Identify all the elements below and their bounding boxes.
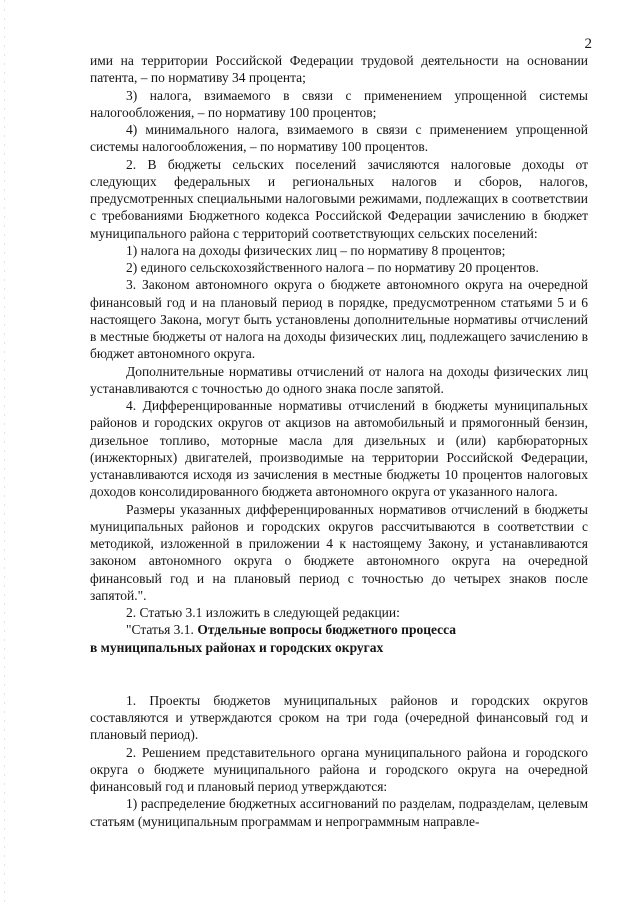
paragraphs-after-heading: [90, 692, 588, 830]
paragraph: Дополнительные нормативы отчислений от налога на доходы физических лиц устанавливаются с точностью до одного знака после запятой.: [90, 363, 588, 396]
paragraph: 4. Дифференцированные нормативы отчислений в бюджеты муниципальных районов и городских округов от акцизов на автомобильный и прямогонный бензин, дизельное топливо, моторные масла для дизельных и (или) карбюраторных (инжекторных) двигателей, производимые на территории Российской Федерации, устанавливаются исходя из зачисления в местные бюджеты 10 процентов налоговых доходов консолидированного бюджета автономного округа от указанного налога.: [90, 398, 588, 500]
scan-edge-mark: [4, 0, 5, 905]
paragraph: ими на территории Российской Федерации трудовой деятельности на основании патента, – по нормативу 34 процента;: [90, 53, 588, 86]
page-number: 2: [584, 36, 592, 52]
article-heading-title: Отдельные вопросы бюджетного процесса: [197, 622, 457, 638]
paragraph: 2. В бюджеты сельских поселений зачисляются налоговые доходы от следующих федеральных и региональных налогов и сборов, налогов, предусмотренных специальными налоговыми режимами, подлежащих в соответствии с требованиями Бюджетного кодекса Российской Федерации зачислению в бюджет муниципального района с территорий соответствующих сельских поселений:: [90, 156, 588, 241]
paragraph: 2) единого сельскохозяйственного налога – по нормативу 20 процентов.: [126, 260, 539, 275]
paragraph: 1. Проекты бюджетов муниципальных районов и городских округов составляются и утверждаются сроком на три года (очередной финансовый год и плановый период).: [90, 692, 588, 743]
paragraph: 2. Решением представительного органа муниципального района и городского округа о бюджете муниципального района и городского округа на очередной финансовый год и плановый период утверждаются:: [90, 744, 588, 794]
paragraphs-before-heading: [90, 52, 588, 621]
paragraph: 1) распределение бюджетных ассигнований по разделам, подразделам, целевым статьям (муниципальным программам и непрограммным направле-: [90, 796, 588, 829]
paragraph: 1) налога на доходы физических лиц – по нормативу 8 процентов;: [126, 242, 506, 258]
article-heading-prefix: "Статья 3.1.: [126, 622, 198, 638]
paragraph: Размеры указанных дифференцированных нормативов отчислений в бюджеты муниципальных районов и городских округов рассчитываются в соответствии с методикой, изложенной в приложении 4 к настоящему Закону, и устанавливаются законом автономного округа о бюджете автономного округа на очередной финансовый год и на плановый период с точностью до четырех знаков после запятой.".: [90, 501, 588, 603]
paragraph: 3. Законом автономного округа о бюджете автономного округа на очередной финансовый год и на плановый период в порядке, предусмотренном статьями 5 и 6 настоящего Закона, могут быть установлены дополнительные нормативы отчислений в местные бюджеты от налога на доходы физических лиц, подлежащего зачислению в бюджет автономного округа.: [90, 277, 588, 362]
section-spacer: [90, 656, 588, 692]
article-heading: [90, 621, 588, 638]
article-heading-title-continued: в муниципальных районах и городских округах: [90, 639, 384, 655]
paragraph: 2. Статью 3.1 изложить в следующей редакции:: [126, 605, 400, 620]
paragraph: 3) налога, взимаемого в связи с применением упрощенной системы налогообложения, – по нормативу 100 процентов;: [90, 87, 588, 120]
document-body: [90, 52, 588, 830]
paragraph: 4) минимального налога, взимаемого в связи с применением упрощенной системы налогообложения, – по нормативу 100 процентов.: [90, 122, 588, 155]
